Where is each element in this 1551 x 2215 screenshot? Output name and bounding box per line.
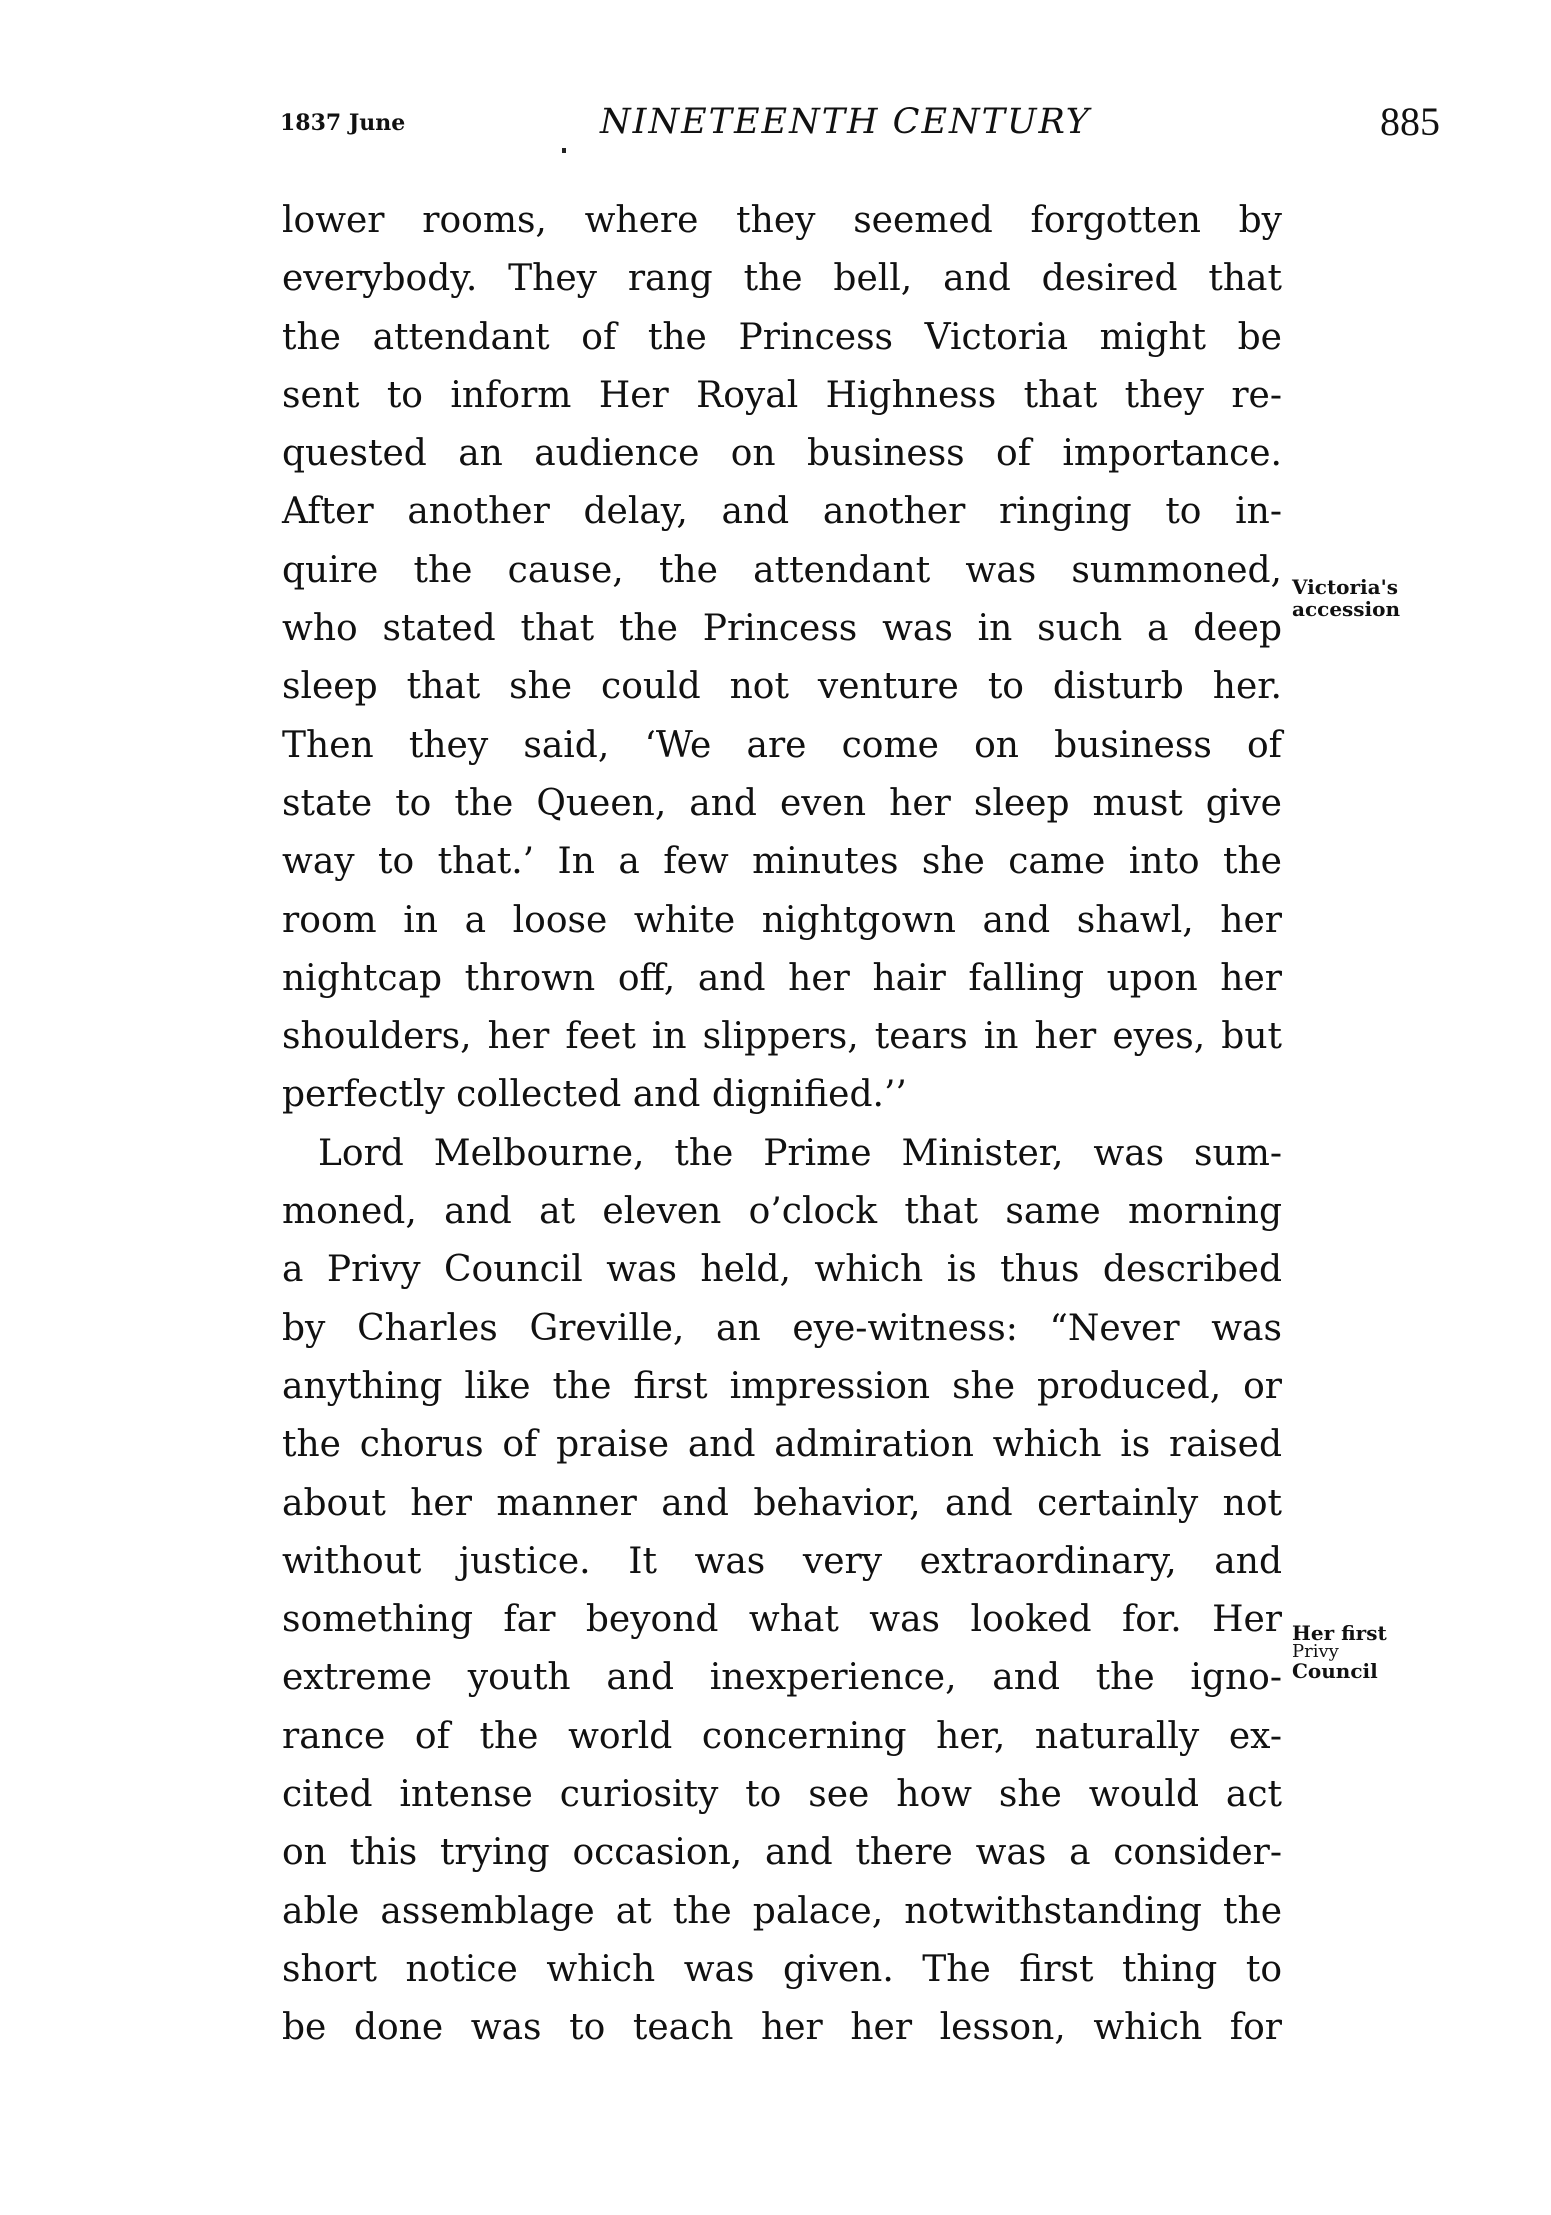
text-line: by Charles Greville, an eye-witness: “Never was [282, 1307, 1282, 1349]
text-line: everybody. They rang the bell, and desired that [282, 258, 1282, 300]
text-line: without justice. It was very extraordinary, and [282, 1540, 1282, 1582]
text-line: rance of the world concerning her, naturally ex- [282, 1715, 1282, 1757]
margin-note-line: accession [1292, 597, 1401, 621]
body-text [282, 192, 1282, 2058]
text-line: sleep that she could not venture to disturb her. [282, 666, 1282, 708]
text-line: quire the cause, the attendant was summoned, [282, 549, 1282, 591]
margin-note-line: Her first [1292, 1621, 1387, 1645]
text-line: the attendant of the Princess Victoria might be [282, 316, 1282, 358]
text-line: Lord Melbourne, the Prime Minister, was sum- [318, 1132, 1282, 1174]
margin-note-privy-council [1292, 1622, 1387, 1682]
text-line: short notice which was given. The first thing to [282, 1948, 1282, 1990]
text-line: about her manner and behavior, and certainly not [282, 1482, 1282, 1524]
text-line: room in a loose white nightgown and shawl, her [282, 899, 1282, 941]
text-line: shoulders, her feet in slippers, tears in her eyes, but [282, 1016, 1282, 1058]
text-line: way to that.’ In a few minutes she came into the [282, 841, 1282, 883]
text-line: who stated that the Princess was in such a deep [282, 608, 1282, 650]
margin-note-line: Victoria's [1292, 575, 1398, 599]
text-line: state to the Queen, and even her sleep must give [282, 782, 1282, 824]
text-line: Then they said, ‘We are come on business of [282, 724, 1282, 766]
text-line: cited intense curiosity to see how she would act [282, 1774, 1282, 1816]
text-line: After another delay, and another ringing to in- [282, 491, 1282, 533]
running-head-title: NINETEENTH CENTURY [600, 102, 1091, 142]
text-line: sent to inform Her Royal Highness that they re- [282, 374, 1282, 416]
text-line: extreme youth and inexperience, and the igno- [282, 1657, 1282, 1699]
text-line: on this trying occasion, and there was a consider- [282, 1832, 1282, 1874]
text-line: quested an audience on business of importance. [282, 433, 1282, 475]
text-line: something far beyond what was looked for. Her [282, 1599, 1282, 1641]
text-line: able assemblage at the palace, notwithstanding the [282, 1890, 1282, 1932]
running-head-date: 1837 June [280, 110, 406, 136]
text-line: a Privy Council was held, which is thus described [282, 1249, 1282, 1291]
print-speck [562, 148, 566, 153]
page-number: 885 [1380, 99, 1440, 144]
text-line: anything like the first impression she produced, or [282, 1365, 1282, 1407]
text-line: nightcap thrown off, and her hair falling upon her [282, 957, 1282, 999]
text-line: lower rooms, where they seemed forgotten by [282, 200, 1282, 241]
text-line: be done was to teach her her lesson, which for [282, 2007, 1282, 2049]
text-line: the chorus of praise and admiration which is raised [282, 1424, 1282, 1466]
text-line: perfectly collected and dignified.’’ [282, 1074, 907, 1116]
text-line: moned, and at eleven o’clock that same morning [282, 1191, 1282, 1233]
margin-note-accession [1292, 576, 1400, 620]
margin-note-line: Privy [1292, 1641, 1339, 1662]
margin-note-line: Council [1292, 1659, 1378, 1683]
